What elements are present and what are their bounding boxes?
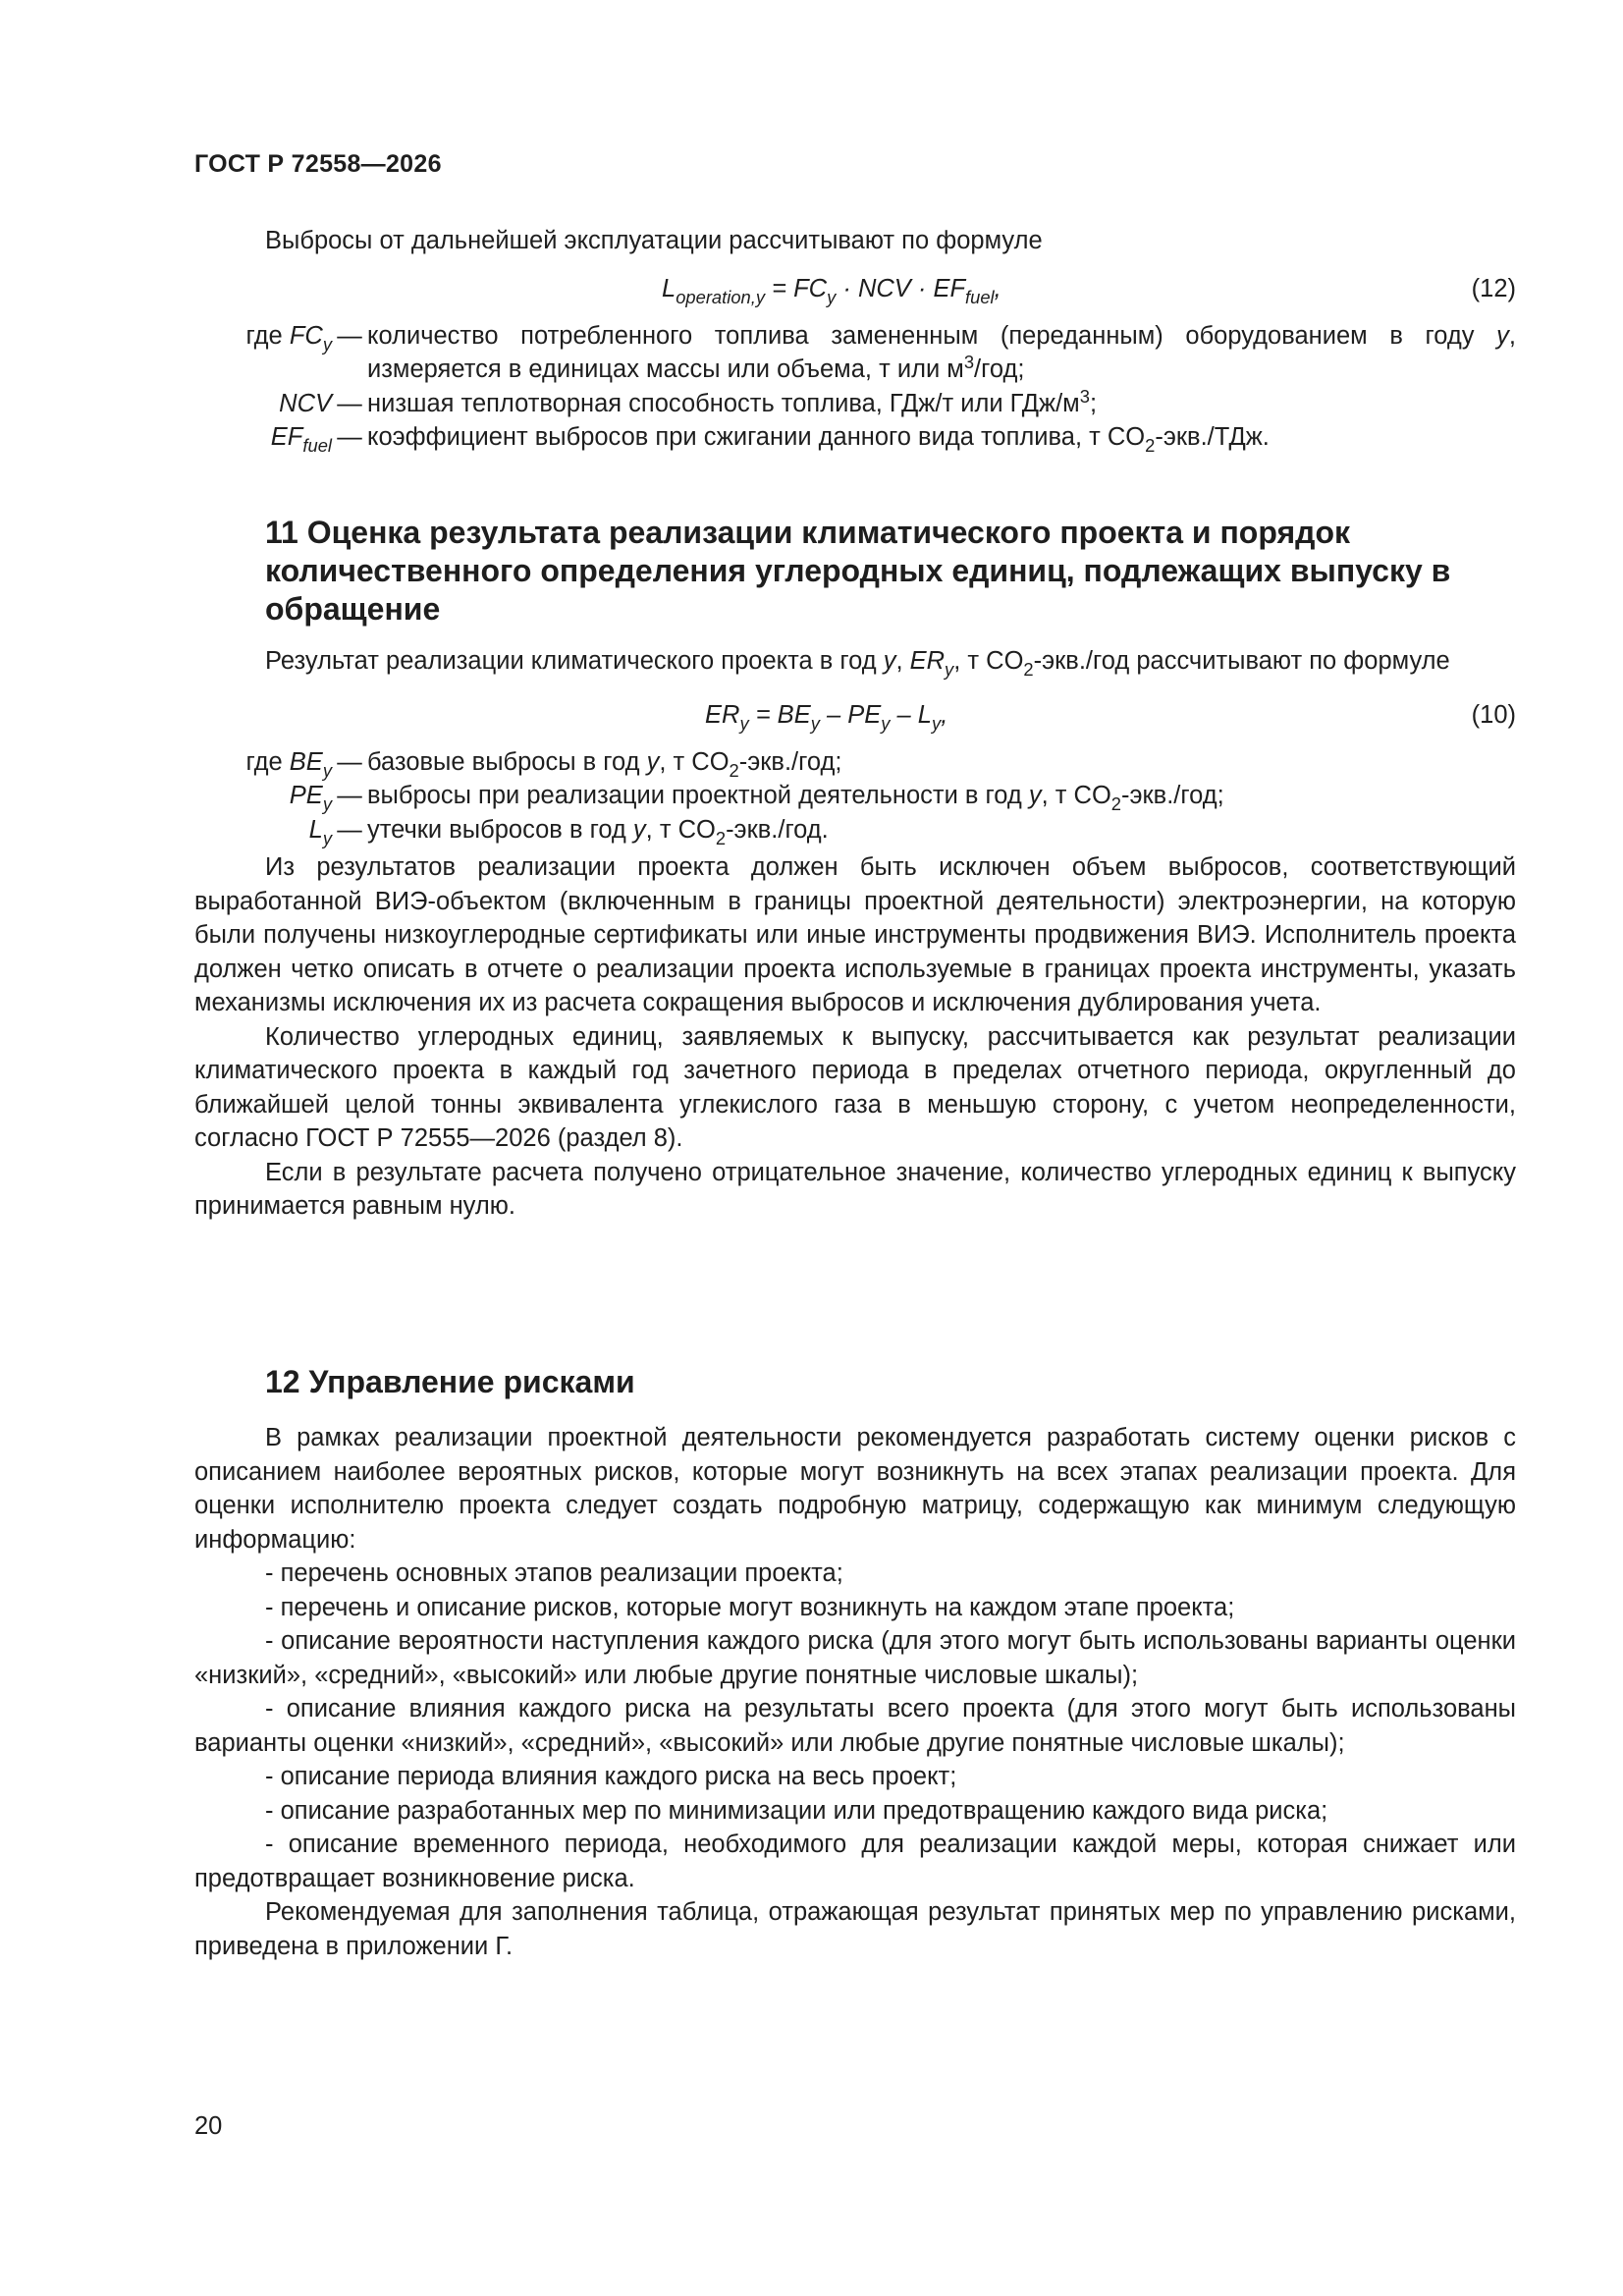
list-item: - описание влияния каждого риска на результаты всего проекта (для этого могут быть использованы варианты оценки «низкий», «средний», «высокий» или любые другие понятные числовые шкалы); [194, 1695, 1516, 1757]
formula-12 [194, 272, 1516, 315]
list-item: - описание вероятности наступления каждого риска (для этого могут быть использованы варианты оценки «низкий», «средний», «высокий» или любые другие понятные числовые шкалы); [194, 1627, 1516, 1689]
legend-row: $EF_{fuel}$ — коэффициент выбросов при сжигании данного вида топлива, т $CO_2-экв$./ТДж. [270, 423, 1270, 456]
section-12-title: 12 Управление рисками [265, 1364, 635, 1399]
list-item: - перечень и описание рисков, которые могут возникнуть на каждом этапе проекта; [265, 1593, 1235, 1621]
formula-12-legend [194, 319, 1516, 455]
legend-row: NCV — низшая теплотворная способность топлива, ГДж/т или ГДж/$м^3$; [279, 385, 1098, 417]
section-11-title: 11 Оценка результата реализации климатического проекта и порядок количественного определения углеродных единиц, подлежащих выпуску в обращение [265, 515, 1451, 627]
list-item: - описание периода влияния каждого риска на весь проект; [265, 1763, 957, 1790]
formula-10-number: (10) [1471, 700, 1516, 729]
legend-row: $PE_y$ — выбросы при реализации проектной деятельности в год y, т $CO_2-экв$./год; [289, 782, 1224, 814]
list-item: - описание разработанных мер по минимизации или предотвращению каждого вида риска; [265, 1796, 1328, 1825]
section-11-paragraph: Количество углеродных единиц, заявляемых к выпуску, рассчитывается как результат реализации климатического проекта в каждый год зачетного периода в пределах отчетного периода, округленный до ближайшей целой тонны эквивалента углекислого газа в меньшую сторону, с учетом неопределенности, согласно ГОСТ Р 72555—2026 (раздел 8). [194, 1022, 1516, 1152]
section-12 [194, 1363, 1516, 1963]
section-11-paragraph: Из результатов реализации проекта должен быть исключен объем выбросов, соответствующий выработанной ВИЭ-объектом (включенным в границы проектной деятельности) электроэнергии, на которую были получены низкоуглеродные сертификаты или иные инструменты продвижения ВИЭ. Исполнитель проекта должен четко описать в отчете о реализации проекта используемые в границах проекта инструменты, указать механизмы исключения их из расчета сокращения выбросов и исключения дублирования учета. [194, 853, 1516, 1016]
list-item: - перечень основных этапов реализации проекта; [265, 1559, 843, 1587]
document-header: ГОСТ Р 72558—2026 [194, 150, 442, 178]
list-item: - описание временного периода, необходимого для реализации каждой меры, которая снижает или предотвращает возникновение риска. [194, 1831, 1516, 1892]
intro-paragraph: Выбросы от дальнейшей эксплуатации рассчитывают по формуле [265, 227, 1043, 254]
section-11 [194, 514, 1516, 1224]
formula-10 [194, 698, 1516, 741]
formula-12-expression: $L_{operation,y} = FC_y$ · NCV · $EF_{fuel}$, [662, 274, 1001, 307]
section-11-paragraph: Результат реализации климатического проекта в год y, $ER_y$, т $CO_2-экв$./год рассчитывают по формуле [265, 647, 1450, 680]
section-12-paragraph: В рамках реализации проектной деятельности рекомендуется разработать систему оценки рисков с описанием наиболее вероятных рисков, которые могут возникнуть на всех этапах реализации проекта. Для оценки исполнителю проекта следует создать подробную матрицу, содержащую как минимум следующую информацию: [194, 1424, 1516, 1554]
legend-row: $L_y$ — утечки выбросов в год y, т $CO_2-экв$./год. [308, 815, 829, 848]
formula-10-legend [194, 745, 1516, 847]
formula-10-expression: $ER_y = BE_y - PE_y - L_y$, [705, 700, 948, 734]
legend-row: где $BE_y$ — базовые выбросы в год y, т $CO_2-экв$./год; [245, 747, 842, 781]
formula-12-block [194, 224, 1516, 455]
page-number: 20 [194, 2112, 223, 2140]
section-12-paragraph: Рекомендуемая для заполнения таблица, отражающая результат принятых мер по управлению рисками, приведена в приложении Г. [194, 1898, 1516, 1960]
formula-12-number: (12) [1471, 274, 1516, 302]
section-11-paragraph: Если в результате расчета получено отрицательное значение, количество углеродных единиц к выпуску принимается равным нулю. [194, 1158, 1516, 1220]
legend-row: где $FC_y$ — количество потребленного топлива замененным (переданным) оборудованием в году y, измеряется в единицах массы или объема, т или $м^3$/год; [245, 321, 1516, 383]
